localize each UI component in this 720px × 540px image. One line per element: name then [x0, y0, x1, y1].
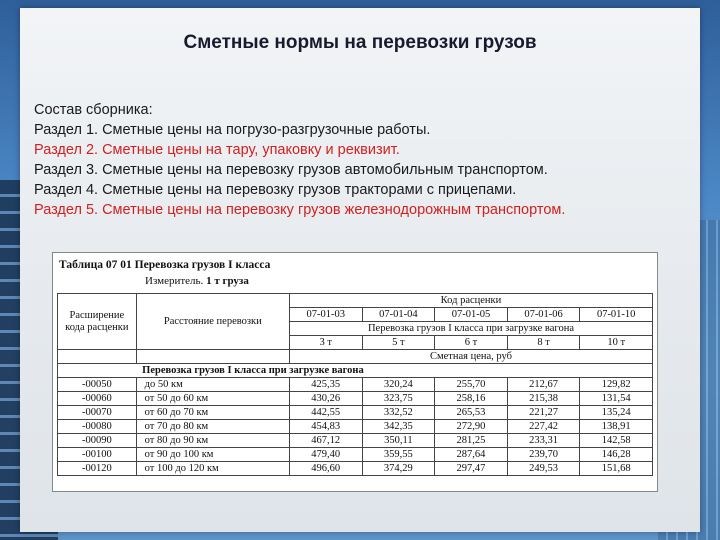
load-size: 10 т — [580, 336, 653, 350]
price-code: 07-01-03 — [289, 308, 362, 322]
row-value: 227,42 — [507, 420, 580, 434]
load-size: 6 т — [435, 336, 508, 350]
section-item: Раздел 3. Сметные цены на перевозку грузов автомобильным транспортом. — [34, 162, 548, 178]
row-code: -00070 — [58, 406, 137, 420]
row-value: 430,26 — [289, 392, 362, 406]
row-value: 265,53 — [435, 406, 508, 420]
header-class-transport: Перевозка грузов I класса при загрузке вагона — [289, 322, 652, 336]
row-value: 350,11 — [362, 434, 435, 448]
row-value: 138,91 — [580, 420, 653, 434]
row-value: 249,53 — [507, 462, 580, 476]
contents-heading: Состав сборника: — [34, 102, 153, 118]
row-value: 221,27 — [507, 406, 580, 420]
table-row — [58, 434, 653, 448]
contents-list — [34, 100, 565, 220]
table-row — [58, 406, 653, 420]
row-code: -00090 — [58, 434, 137, 448]
row-code: -00080 — [58, 420, 137, 434]
row-value: 342,35 — [362, 420, 435, 434]
row-distance: от 70 до 80 км — [136, 420, 289, 434]
price-code: 07-01-04 — [362, 308, 435, 322]
row-value: 320,24 — [362, 378, 435, 392]
slide-title: Сметные нормы на перевозки грузов — [183, 32, 537, 53]
row-value: 212,67 — [507, 378, 580, 392]
group-label: Перевозка грузов I класса при загрузке вагона — [136, 364, 652, 378]
load-size: 8 т — [507, 336, 580, 350]
row-distance: от 100 до 120 км — [136, 462, 289, 476]
row-code: -00120 — [58, 462, 137, 476]
table-row — [58, 392, 653, 406]
header-price: Сметная цена, руб — [289, 350, 652, 364]
row-value: 215,38 — [507, 392, 580, 406]
row-code: -00060 — [58, 392, 137, 406]
price-code: 07-01-06 — [507, 308, 580, 322]
slide — [20, 8, 700, 532]
header-expansion-code: Расширение кода расценки — [58, 294, 137, 350]
section-item: Раздел 4. Сметные цены на перевозку грузов тракторами с прицепами. — [34, 182, 517, 198]
row-value: 281,25 — [435, 434, 508, 448]
section-item: Раздел 5. Сметные цены на перевозку грузов железнодорожным транспортом. — [34, 202, 566, 218]
row-distance: от 90 до 100 км — [136, 448, 289, 462]
row-distance: от 50 до 60 км — [136, 392, 289, 406]
row-value: 255,70 — [435, 378, 508, 392]
price-code: 07-01-10 — [580, 308, 653, 322]
table-row — [58, 378, 653, 392]
load-size: 5 т — [362, 336, 435, 350]
row-value: 496,60 — [289, 462, 362, 476]
measure-label: Измеритель. — [145, 275, 204, 287]
row-value: 151,68 — [580, 462, 653, 476]
row-value: 323,75 — [362, 392, 435, 406]
row-value: 467,12 — [289, 434, 362, 448]
row-distance: от 60 до 70 км — [136, 406, 289, 420]
row-value: 239,70 — [507, 448, 580, 462]
row-value: 425,35 — [289, 378, 362, 392]
section-item: Раздел 2. Сметные цены на тару, упаковку и реквизит. — [34, 142, 400, 158]
row-value: 258,16 — [435, 392, 508, 406]
row-distance: от 80 до 90 км — [136, 434, 289, 448]
row-value: 135,24 — [580, 406, 653, 420]
header-distance: Расстояние перевозки — [136, 294, 289, 350]
row-value: 454,83 — [289, 420, 362, 434]
table-measure — [145, 275, 249, 287]
row-value: 479,40 — [289, 448, 362, 462]
price-table — [57, 293, 653, 476]
row-value: 442,55 — [289, 406, 362, 420]
row-value: 233,31 — [507, 434, 580, 448]
row-value: 131,54 — [580, 392, 653, 406]
row-value: 146,28 — [580, 448, 653, 462]
table-row — [58, 448, 653, 462]
row-value: 287,64 — [435, 448, 508, 462]
row-value: 272,90 — [435, 420, 508, 434]
measure-value: 1 т груза — [206, 275, 249, 287]
table-title: Таблица 07 01 Перевозка грузов I класса — [59, 259, 271, 271]
table-row — [58, 462, 653, 476]
table-row — [58, 420, 653, 434]
row-value: 297,47 — [435, 462, 508, 476]
price-code: 07-01-05 — [435, 308, 508, 322]
row-value: 374,29 — [362, 462, 435, 476]
row-value: 359,55 — [362, 448, 435, 462]
header-price-code: Код расценки — [289, 294, 652, 308]
price-table-image — [52, 252, 658, 492]
row-value: 129,82 — [580, 378, 653, 392]
row-value: 142,58 — [580, 434, 653, 448]
section-item: Раздел 1. Сметные цены на погрузо-разгрузочные работы. — [34, 122, 431, 138]
row-code: -00100 — [58, 448, 137, 462]
load-size: 3 т — [289, 336, 362, 350]
row-value: 332,52 — [362, 406, 435, 420]
row-distance: до 50 км — [136, 378, 289, 392]
row-code: -00050 — [58, 378, 137, 392]
